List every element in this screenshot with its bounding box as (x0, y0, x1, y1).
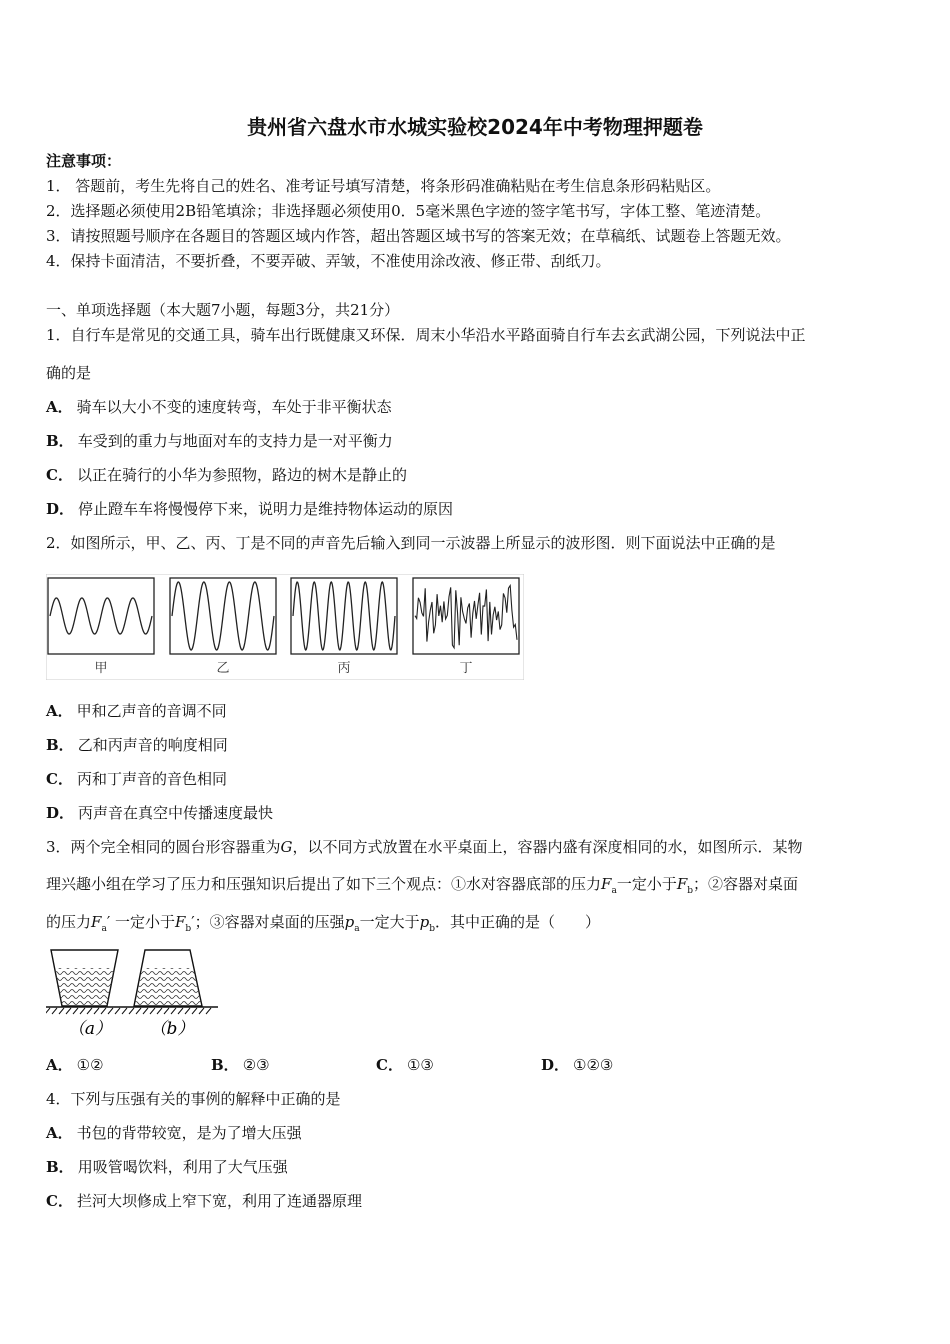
section-heading: 一、单项选择题（本大题7小题，每题3分，共21分） (46, 301, 400, 319)
q3-option-a: A． ①② (46, 1056, 104, 1074)
q3-options (46, 1054, 613, 1075)
wave-box-ding (413, 578, 519, 654)
q2-option-b: B． 乙和丙声音的响度相同 (46, 736, 228, 754)
q4-option-c: C． 拦河大坝修成上窄下宽，利用了连通器原理 (46, 1192, 362, 1210)
q1-option-d: D． 停止蹬车车将慢慢停下来，说明力是维持物体运动的原因 (46, 500, 454, 518)
wave-label-yi: 乙 (216, 661, 230, 676)
q3-stem-line2: 理兴趣小组在学习了压力和压强知识后提出了如下三个观点：①水对容器底部的压力$F_a$一定小于$F_b$；②容器对桌面 (46, 875, 799, 896)
q1-stem-line1: 1．自行车是常见的交通工具，骑车出行既健康又环保．周末小华沿水平路面骑自行车去玄武湖公园，下列说法中正 (46, 326, 806, 344)
note-item-2: 2．选择题必须使用2B铅笔填涂；非选择题必须使用0．5毫米黑色字迹的签字笔书写，字体工整、笔迹清楚。 (46, 202, 771, 220)
q3-option-d: D． ①②③ (541, 1056, 614, 1074)
q2-option-c: C． 丙和丁声音的音色相同 (46, 770, 227, 788)
q1-stem-line2: 确的是 (46, 364, 92, 382)
note-item-1: 1． 答题前，考生先将自己的姓名、准考证号填写清楚，将条形码准确粘贴在考生信息条形码粘贴区。 (46, 177, 721, 195)
table-hatch (46, 1008, 211, 1014)
wave-label-ding: 丁 (459, 661, 473, 676)
note-item-3: 3．请按照题号顺序在各题目的答题区域内作答，超出答题区域书写的答案无效；在草稿纸、试题卷上答题无效。 (46, 227, 791, 245)
wave-jia (50, 598, 152, 634)
q3-stem-line3: 的压力$F_a'$ 一定小于$F_b'$；③容器对桌面的压强$p_a$一定大于$p_b$．其中正确的是（ ） (46, 913, 600, 934)
q3-stem-line1: 3．两个完全相同的圆台形容器重为G，以不同方式放置在水平桌面上，容器内盛有深度相同的水，如图所示．某物 (46, 838, 803, 856)
q2-option-a: A． 甲和乙声音的音调不同 (46, 702, 227, 720)
water-b (135, 968, 201, 1005)
wave-yi (172, 582, 274, 650)
wave-label-bing: 丙 (337, 661, 351, 676)
q3-option-b: B． ②③ (211, 1056, 270, 1074)
q1-option-a: A． 骑车以大小不变的速度转弯，车处于非平衡状态 (46, 398, 392, 416)
wave-bing (293, 582, 395, 650)
wave-label-jia: 甲 (94, 661, 108, 676)
note-item-4: 4．保持卡面清洁，不要折叠，不要弄破、弄皱，不准使用涂改液、修正带、刮纸刀。 (46, 252, 611, 270)
q4-stem: 4．下列与压强有关的事例的解释中正确的是 (46, 1090, 341, 1108)
q1-option-b: B． 车受到的重力与地面对车的支持力是一对平衡力 (46, 432, 393, 450)
q2-stem: 2．如图所示，甲、乙、丙、丁是不同的声音先后输入到同一示波器上所显示的波形图．则下面说法中正确的是 (46, 534, 776, 552)
page-title: 贵州省六盘水市水城实验校2024年中考物理押题卷 (247, 115, 703, 139)
fig-label-a: （a） (67, 1019, 113, 1039)
q4-option-a: A． 书包的背带较宽，是为了增大压强 (46, 1124, 302, 1142)
q1-option-c: C． 以正在骑行的小华为参照物，路边的树木是静止的 (46, 466, 407, 484)
notes-heading: 注意事项： (46, 152, 122, 170)
wave-ding (415, 586, 517, 648)
q3-option-c: C． ①③ (376, 1056, 434, 1074)
water-a (54, 968, 115, 1005)
fig-label-b: （b） (149, 1019, 195, 1039)
q2-option-d: D． 丙声音在真空中传播速度最快 (46, 804, 274, 822)
waveform-figure (46, 574, 524, 680)
container-figure (46, 946, 222, 1044)
q4-option-b: B． 用吸管喝饮料，利用了大气压强 (46, 1158, 288, 1176)
